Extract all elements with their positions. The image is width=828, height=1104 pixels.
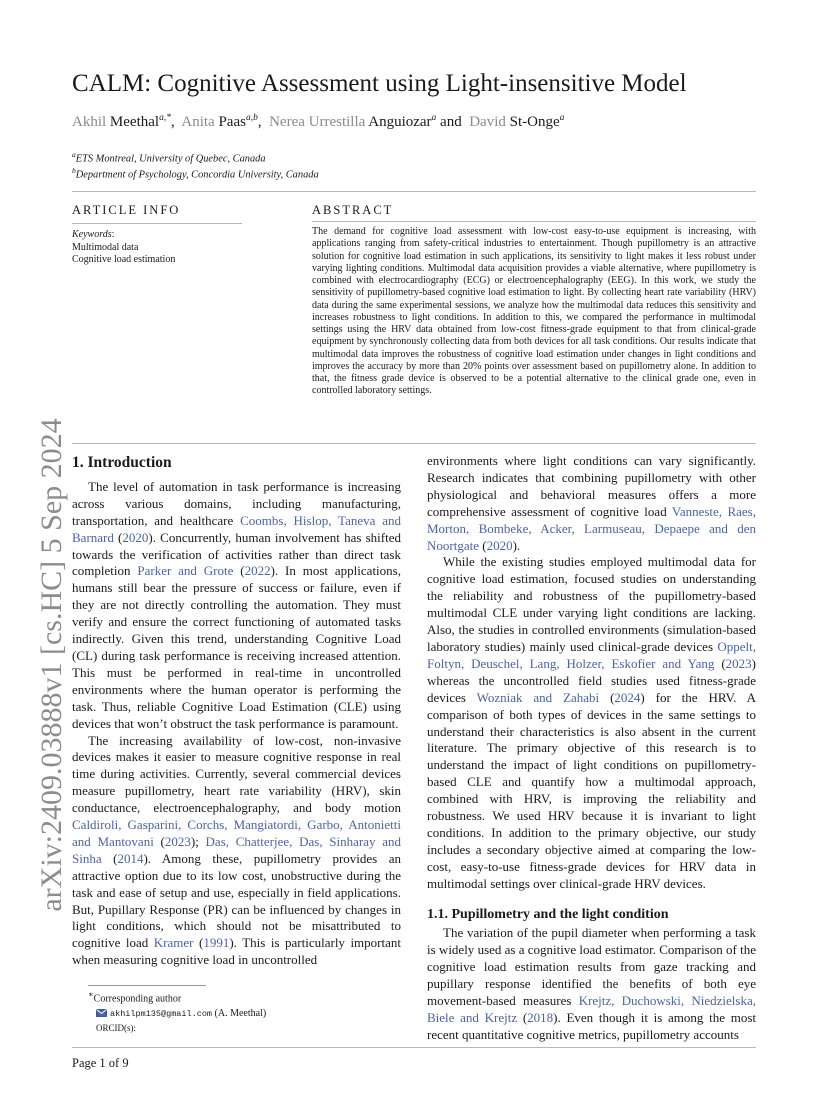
abstract-rule (312, 221, 756, 222)
citation-link[interactable]: Coombs, Hislop, Taneva and Barnard (72, 512, 401, 545)
right-column (427, 453, 756, 1044)
citation-link[interactable]: 2018 (527, 1010, 554, 1025)
corresponding-author-note: ∗Corresponding author (88, 990, 182, 1005)
author-2: Nerea Urrestilla Anguiozar$^a$ (269, 113, 437, 130)
paragraph (427, 554, 756, 892)
text-run: environments where light conditions can vary significantly. Research indicates that combining pupillometry with other physiological and behavioral measures offers a more comprehensive assessment of cognitive load (427, 453, 756, 519)
abstract-heading: ABSTRACT (312, 203, 394, 217)
citation-link[interactable]: 2024 (614, 689, 641, 705)
keyword-item: Cognitive load estimation (72, 254, 176, 266)
citation-link[interactable]: Oppelt, Foltyn, Deuschel, Lang, Holzer, Eskofier and Yang (427, 638, 756, 671)
affiliation-b: $^b$Department of Psychology, Concordia University, Canada (72, 166, 319, 181)
text-run: ). Among these, pupillometry provides an attractive option due to its low cost, unobstructive during the task and ease of setup and use, especially in field applications. But, Pupillary Response (PR) can be influenced by changes in light conditions, which should not be misattributed to cognitive load (72, 850, 401, 951)
citation-link[interactable]: 2014 (117, 850, 144, 866)
text-run: ( (599, 689, 615, 705)
text-run: ( (153, 833, 165, 849)
citation-link[interactable]: Caldiroli, Gasparini, Corchs, Mangiatordi, Garbo, Antonietti and Mantovani (72, 817, 401, 849)
citation-link[interactable]: 2020 (122, 529, 149, 545)
paragraph (427, 453, 756, 554)
text-run: ( (714, 655, 726, 671)
text-run: The variation of the pupil diameter when performing a task is widely used as a cognitive load estimator. Comparison of the cognitive load estimation results from gaze tracking and pupillary response identified the benefits of both eye movement-based measures (427, 925, 756, 1009)
paragraph (427, 925, 756, 1043)
left-column (72, 455, 401, 969)
citation-link[interactable]: Krejtz, Duchowski, Niedzielska, Biele and Krejtz (427, 993, 756, 1025)
citation-link[interactable]: Wozniak and Zahabi (476, 689, 600, 705)
keywords-block: Keywords: Multimodal data Cognitive load estimation (72, 229, 176, 266)
abstract-text: The demand for cognitive load assessment with low-cost easy-to-use equipment is increasing, with applications ranging from safety-critical industries to entertainment. Though pupillometry is an attractive solution for cognitive load estimation in such applications, its sensitivity to light makes it less robust under varying lighting conditions. Multimodal data acquisition provides a viable alternative, where pupillometry is combined with electrocardiography (ECG) or electroencephalography (EEG). In this work, we study the sensitivity of pupillometry-based cognitive load estimation to light. By collecting heart rate variability (HRV) data during the same experimental sessions, we analyze how the multimodal data reduces this sensitivity and increases robustness to light conditions. In addition to this, we compared the performance in multimodal settings using the HRV data obtained from low-cost fitness-grade equipment to that from clinical-grade equipment by synchronously collecting data from both devices for all task conditions. Our results indicate that multimodal data improves the robustness of cognitive load estimation under changes in light conditions and improves the accuracy by more than 20% points over assessment based on pupillometry alone. In addition to that, the fitness grade device is observed to be a potential alternative to the clinical grade one, even in controlled laboratory settings. (312, 226, 756, 397)
citation-link[interactable]: Parker and Grote (137, 563, 234, 579)
email-line: akhilpm135@gmail.com (A. Meethal) (88, 1007, 266, 1022)
email-address[interactable]: akhilpm135@gmail.com (110, 1008, 213, 1019)
citation-link[interactable]: Kramer (153, 935, 194, 951)
footer-rule (72, 1047, 756, 1048)
text-run: ( (478, 537, 487, 553)
envelope-icon (96, 1009, 107, 1017)
text-run: ). In most applications, humans still bear the pressure of success or failure, even if they are not directly controlling the automation. They must verify and ensure the correct functioning of automated tasks indirectly. Given this trend, understanding Cognitive Load (CL) during task performance is receiving increased attention. This must be performed in real-time in uncontrolled environments where the human operator is performing the task. Thus, reliable Cognitive Load Estimation (CLE) using devices that won’t obstruct the task performance is paramount. (72, 563, 401, 731)
author-0: Akhil Meethal$^{a,*}$ (72, 113, 171, 130)
citation-link[interactable]: 2020 (486, 537, 513, 553)
author-list: Akhil Meethal$^{a,*}$, Anita Paas$^{a,b}$, Nerea Urrestilla Anguiozar$^a$ and David St-Onge$^a$ (72, 113, 565, 130)
text-run: ( (193, 935, 204, 951)
text-run: ( (101, 850, 118, 866)
orcid-line: ORCID(s): (96, 1023, 136, 1034)
section-heading-pupillometry: 1.1. Pupillometry and the light condition (427, 906, 669, 922)
text-run: ( (113, 529, 123, 545)
citation-link[interactable]: Vanneste, Raes, Morton, Bombeke, Acker, Larmuseau, Depaepe and den Noortgate (427, 503, 756, 553)
page-number: Page 1 of 9 (72, 1056, 129, 1070)
body-rule (72, 443, 756, 444)
text-run: ( (233, 563, 245, 579)
text-run: ) whereas the uncontrolled field studies used fitness-grade devices (427, 655, 756, 705)
header-rule (72, 191, 756, 192)
paragraph (72, 733, 401, 970)
affiliation-a: $^a$ETS Montreal, University of Quebec, Canada (72, 150, 266, 165)
citation-link[interactable]: 2023 (725, 655, 752, 671)
text-run: The increasing availability of low-cost, non-invasive devices makes it easier to measure cognitive response in real time during activities. Currently, several commercial devices measure pupillometry, heart rate variability (HRV), skin conductance, electroencephalography, and body motion (72, 732, 401, 816)
paragraph (72, 479, 401, 733)
author-3: David St-Onge$^a$ (469, 113, 565, 130)
arxiv-identifier: arXiv:2409.03888v1 [cs.HC] 5 Sep 2024 (35, 418, 68, 912)
keywords-label: Keywords (72, 229, 112, 240)
text-run: While the existing studies employed multimodal data for cognitive load estimation, focused studies on understanding the reliability and robustness of the pupillometry-based multimodal CLE under varying light conditions are lacking. Also, the studies in controlled environments (simulation-based laboratory studies) mainly used clinical-grade devices (427, 554, 756, 654)
text-run: ). (512, 537, 521, 553)
section-heading-introduction: 1. Introduction (72, 454, 172, 471)
citation-link[interactable]: 2023 (164, 833, 191, 849)
article-info-rule (72, 223, 242, 224)
text-run: The level of automation in task performance is increasing across various domains, including manufacturing, transportation, and healthcare (72, 478, 401, 528)
text-run: ) for the HRV. A comparison of both types of devices in the same settings to understand their characteristics is also absent in the current literature. The primary objective of this research is to understand the impact of light conditions on pupillometry-based CLE and quantify how a multimodal approach, combined with HRV, is improving the reliability and robustness. We used HRV because it is invariant to light conditions. In addition to the primary objective, our study includes a secondary objective aimed at comparing the low-cost, easy-to-use fitness-grade devices for HRV data in multimodal settings over clinical-grade HRV devices. (427, 689, 756, 891)
author-1: Anita Paas$^{a,b}$ (181, 113, 258, 130)
text-run: ). Concurrently, human involvement has shifted towards the verification of activities rather than direct task completion (72, 529, 401, 579)
text-run: ); (190, 833, 206, 849)
footnote-rule (88, 985, 206, 986)
keyword-item: Multimodal data (72, 241, 139, 253)
footnotes (88, 988, 266, 1036)
paper-title: CALM: Cognitive Assessment using Light-insensitive Model (72, 70, 687, 97)
text-run: ). Even though it is among the most recent quantitative cognitive metrics, pupillometry accounts (427, 1010, 757, 1042)
article-info-heading: ARTICLE INFO (72, 203, 181, 217)
citation-link[interactable]: 1991 (203, 935, 230, 951)
text-run: ( (517, 1010, 528, 1025)
citation-link[interactable]: Das, Chatterjee, Das, Sinharay and Sinha (72, 833, 401, 866)
text-run: ). This is particularly important when measuring cognitive load in uncontrolled (72, 935, 401, 968)
citation-link[interactable]: 2022 (244, 563, 271, 579)
